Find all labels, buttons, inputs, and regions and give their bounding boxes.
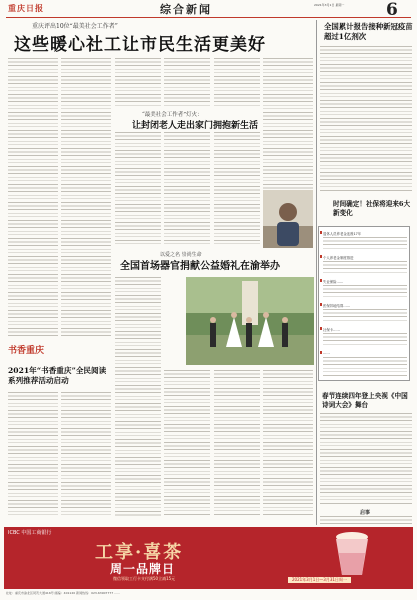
right-body-3 xyxy=(320,413,412,505)
ad-note: 微信领取工行卡支付满50立减15元 xyxy=(113,576,176,581)
list-body xyxy=(323,285,407,299)
ad-subtitle: 周一品牌日 xyxy=(110,562,176,576)
bullet-icon xyxy=(320,303,322,306)
reading-logo: 书香重庆 xyxy=(8,346,45,356)
list-item: 个人养老金制度推进 xyxy=(323,255,354,260)
list-body xyxy=(323,261,407,275)
list-body xyxy=(323,357,407,377)
bullet-icon xyxy=(320,351,322,354)
list-body xyxy=(323,333,407,347)
social-security-list xyxy=(318,226,410,381)
right-body-1 xyxy=(320,46,412,192)
list-body xyxy=(323,309,407,323)
bullet-icon xyxy=(320,231,322,234)
right-headline-3: 春节连续四年登上央视《中国诗词大会》舞台 xyxy=(322,392,408,409)
lead-body-col-5 xyxy=(214,58,260,106)
list-body xyxy=(323,237,407,251)
sub-kicker: “最美社会工作者”灯火： xyxy=(142,112,203,118)
tea-cup-icon xyxy=(330,529,374,577)
wedding-photo xyxy=(186,277,314,365)
list-item: …… xyxy=(323,351,330,355)
lead-headline: 这些暖心社工让市民生活更美好 xyxy=(14,35,266,55)
feature-headline: 全国首场器官捐献公益婚礼在渝举办 xyxy=(120,261,280,272)
bank-logo: ICBC 中国工商银行 xyxy=(8,530,52,536)
portrait-photo xyxy=(263,190,313,248)
feature-body-col-3 xyxy=(214,370,260,517)
list-item: 医保异地结算…… xyxy=(323,303,350,308)
list-item: 退休人员养老金连涨17年 xyxy=(323,231,361,236)
lead-body-col-4 xyxy=(164,58,210,106)
right-column-rule xyxy=(316,20,317,525)
bullet-icon xyxy=(320,327,322,330)
sub-body-col-2 xyxy=(164,132,210,244)
lead-body-col-1 xyxy=(8,58,58,338)
left-headline: 2021年“书香重庆”全民阅读系列推荐活动启动 xyxy=(8,366,107,385)
right-headline-2: 时间确定！社保将迎来6大新变化 xyxy=(333,200,411,217)
feature-kicker: 以爱之名 崇尚生命 xyxy=(160,252,202,258)
lead-body-col-3 xyxy=(115,58,161,106)
ad-title: 工享·喜茶 xyxy=(95,542,184,563)
list-item: 社保卡…… xyxy=(323,327,340,332)
section-title: 综合新闻 xyxy=(160,3,212,16)
newspaper-logo: 重庆日报 xyxy=(8,3,44,13)
bullet-icon xyxy=(320,279,322,282)
notice-body xyxy=(320,516,412,525)
page-number: 6 xyxy=(386,0,398,20)
left-body-col-2 xyxy=(61,392,111,517)
notice-title: 启事 xyxy=(360,510,371,516)
feature-body-col-2 xyxy=(164,370,210,517)
bullet-icon xyxy=(320,255,322,258)
list-item: 失业保险…… xyxy=(323,279,343,284)
feature-body-col-1 xyxy=(115,277,161,517)
masthead-rule xyxy=(6,17,411,18)
page-footer: 社址：重庆市渝北区同茂大道416号 邮编：401120 新闻热线：023-63907777 …… xyxy=(6,591,121,595)
ad-dates: 2021年3月1日—3月31日周一 xyxy=(288,577,351,583)
right-headline-1: 全国累计报告接种新冠疫苗超过1亿剂次 xyxy=(324,22,413,41)
lead-kicker: 重庆评出10位“最美社会工作者” xyxy=(32,23,118,30)
left-body-col-1 xyxy=(8,392,58,517)
dateline: 2021年3月1日 星期一 xyxy=(314,3,345,7)
sub-body-col-3 xyxy=(214,132,260,244)
sub-headline: 让封闭老人走出家门拥抱新生活 xyxy=(132,121,259,131)
feature-body-col-4 xyxy=(263,370,313,517)
lead-body-col-2 xyxy=(61,58,111,338)
sub-body-col-1 xyxy=(115,132,161,244)
